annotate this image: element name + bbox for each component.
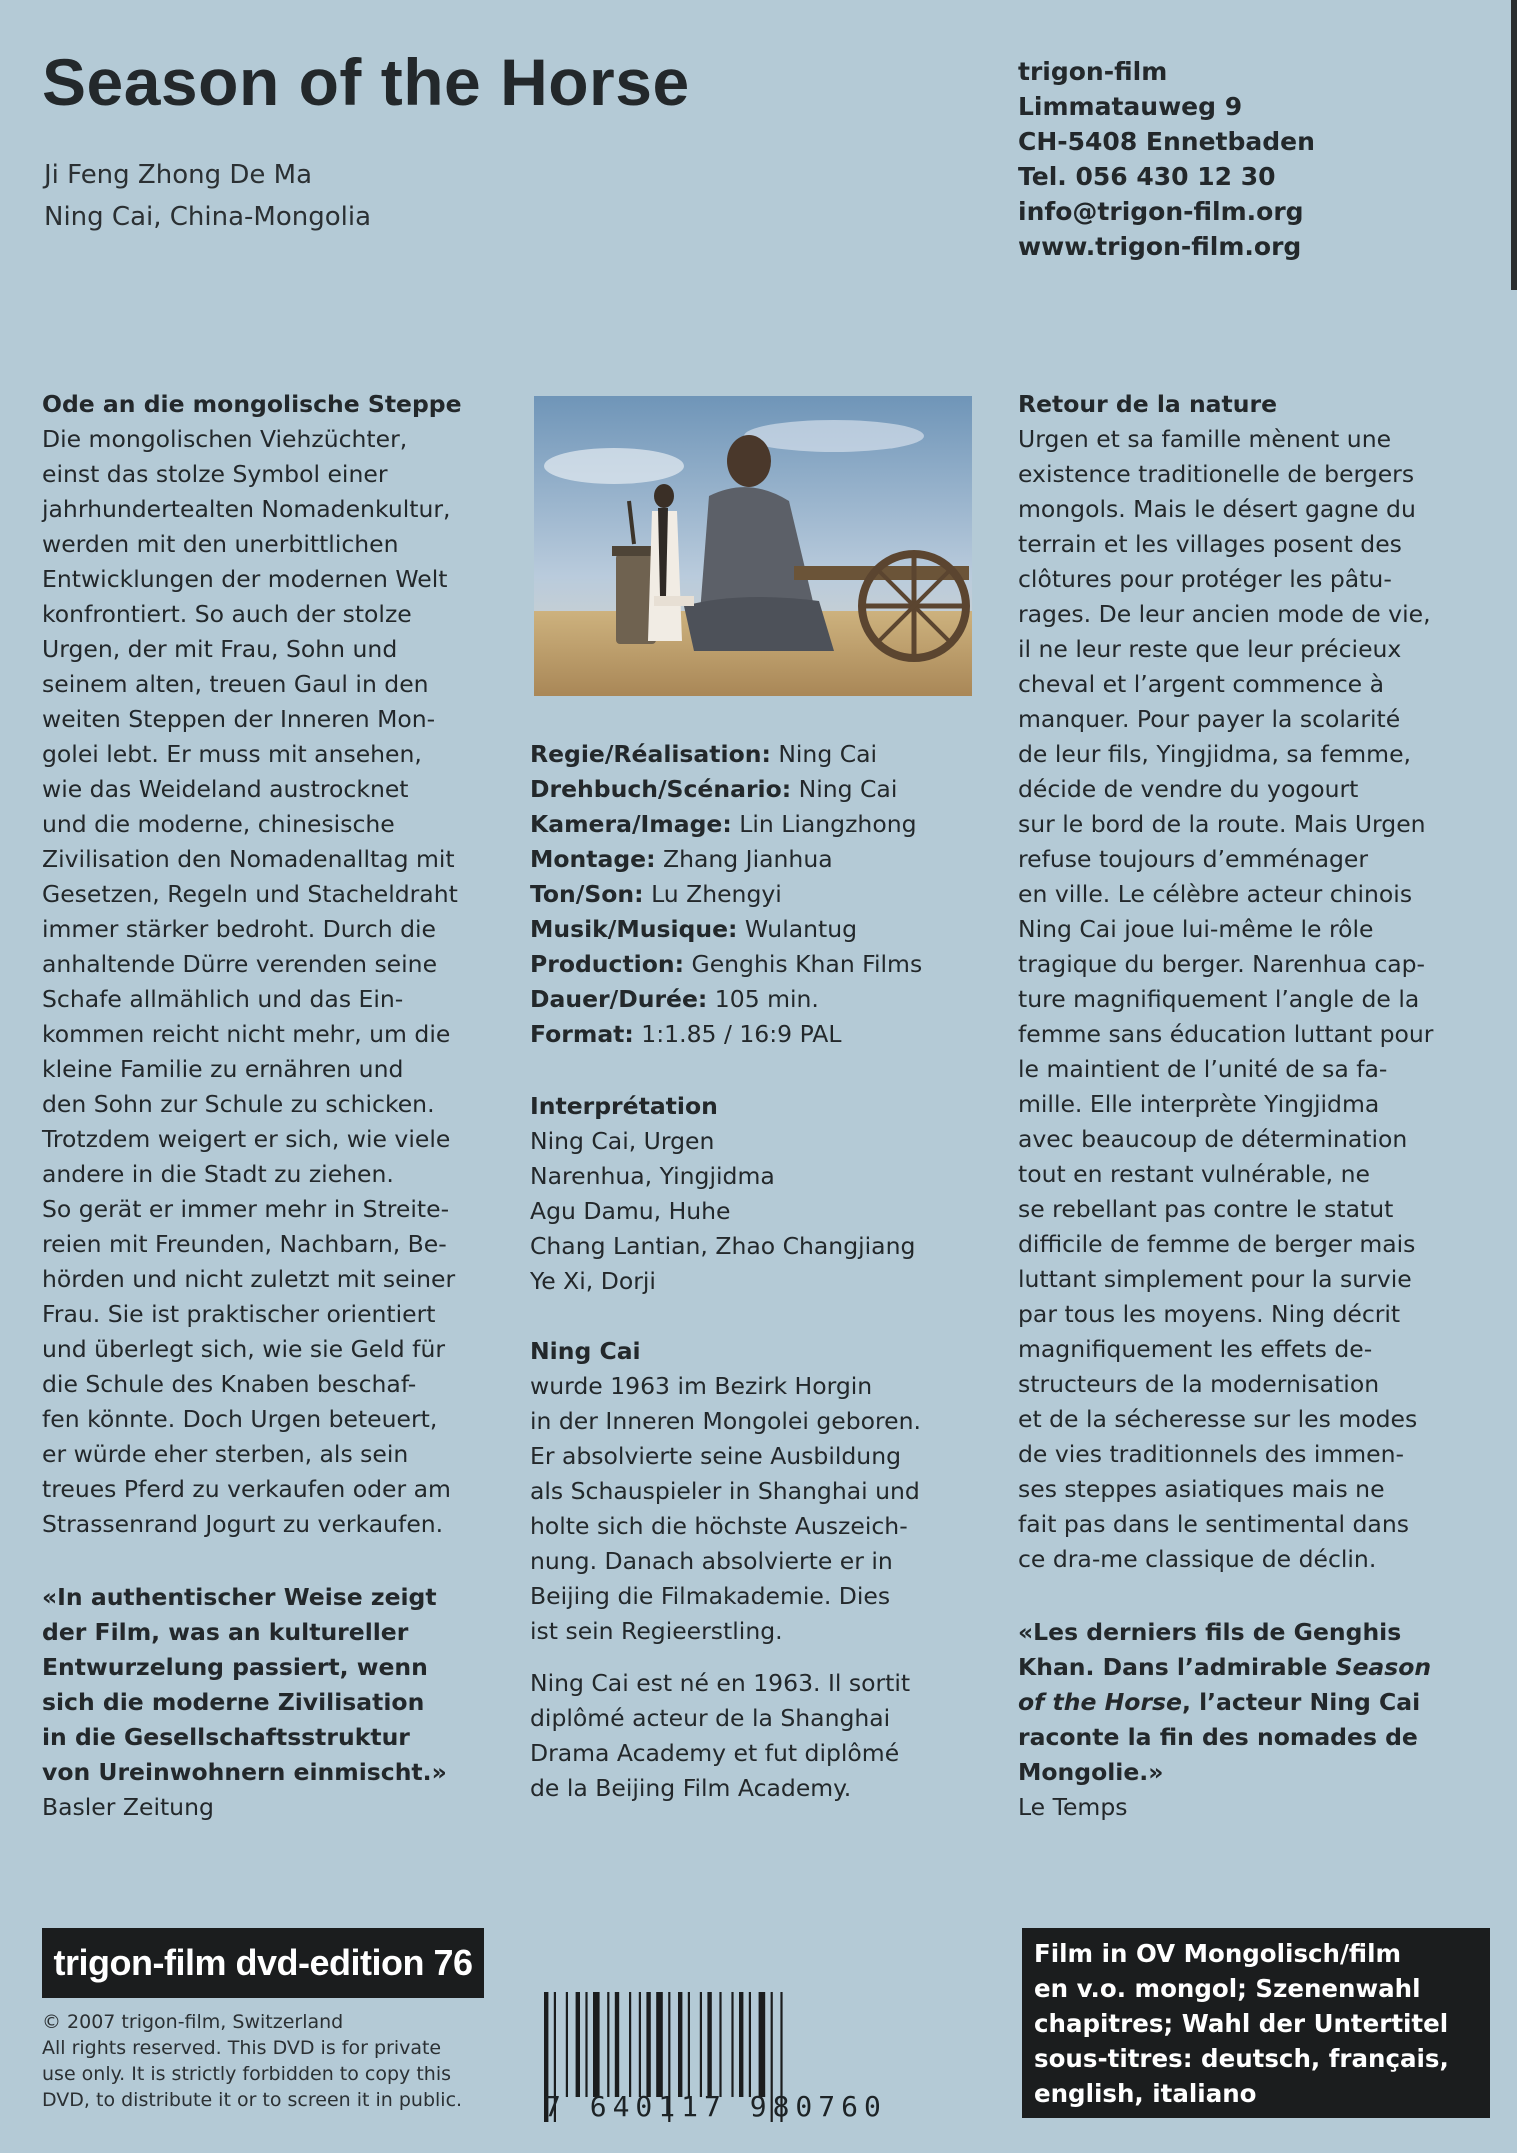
credit-label: Drehbuch/Scénario:: [530, 775, 792, 803]
credit-value: Wulantug: [744, 915, 858, 943]
film-title-italic: Season: [1335, 1653, 1432, 1681]
french-quote-line: [1018, 1650, 1431, 1685]
credit-row: [530, 912, 922, 947]
german-line: weiten Steppen der Inneren Mon-: [42, 705, 436, 733]
bio-german-line: Beijing die Filmakademie. Dies: [530, 1582, 891, 1610]
credit-row: [530, 772, 922, 807]
credit-value: 105 min.: [714, 985, 819, 1013]
german-line: und die moderne, chinesische: [42, 810, 395, 838]
cast-heading: Interprétation: [530, 1092, 718, 1120]
barcode-bar: [739, 1992, 743, 2097]
german-quote-line: «In authentischer Weise zeigt: [42, 1583, 437, 1611]
credit-label: Montage:: [530, 845, 656, 873]
german-synopsis: [42, 387, 462, 1542]
german-line: er würde eher sterben, als sein: [42, 1440, 409, 1468]
german-line: konfrontiert. So auch der stolze: [42, 600, 412, 628]
french-line: de leur fils, Yingjidma, sa femme,: [1018, 740, 1411, 768]
copyright-line: DVD, to distribute it or to screen it in public.: [42, 2089, 463, 2111]
barcode-bar: [759, 1992, 766, 2097]
german-quote-line: Entwurzelung passiert, wenn: [42, 1653, 428, 1681]
credit-label: Ton/Son:: [530, 880, 644, 908]
cast-list: [530, 1089, 915, 1299]
german-line: fen könnte. Doch Urgen beteuert,: [42, 1405, 438, 1433]
german-line: kommen reicht nicht mehr, um die: [42, 1020, 451, 1048]
french-line: Urgen et sa famille mènent une: [1018, 425, 1392, 453]
german-line: Die mongolischen Viehzüchter,: [42, 425, 408, 453]
cast-line: Ning Cai, Urgen: [530, 1127, 715, 1155]
french-line: et de la sécheresse sur les modes: [1018, 1405, 1418, 1433]
german-line: und überlegt sich, wie sie Geld für: [42, 1335, 446, 1363]
german-line: den Sohn zur Schule zu schicken.: [42, 1090, 435, 1118]
barcode-bar: [688, 1992, 690, 2097]
credit-value: 1:1.85 / 16:9 PAL: [641, 1020, 842, 1048]
info-line: sous-titres: deutsch, français,: [1034, 2044, 1449, 2073]
german-heading: Ode an die mongolische Steppe: [42, 390, 462, 418]
barcode-bar: [566, 1992, 568, 2097]
cast-line: Narenhua, Yingjidma: [530, 1162, 775, 1190]
bio-german-line: nung. Danach absolvierte er in: [530, 1547, 893, 1575]
german-line: Frau. Sie ist praktischer orientiert: [42, 1300, 436, 1328]
language-info-box: [1022, 1928, 1490, 2118]
french-line: tragique du berger. Narenhua cap-: [1018, 950, 1426, 978]
french-line: en ville. Le célèbre acteur chinois: [1018, 880, 1413, 908]
credit-value: Ning Cai: [778, 740, 878, 768]
french-line: il ne leur reste que leur précieux: [1018, 635, 1402, 663]
credit-label: Musik/Musique:: [530, 915, 738, 943]
credit-value: Zhang Jianhua: [663, 845, 833, 873]
bio-heading: Ning Cai: [530, 1337, 641, 1365]
director-country: Ning Cai, China-Mongolia: [44, 202, 372, 232]
bio-german-line: als Schauspieler in Shanghai und: [530, 1477, 920, 1505]
french-quote-line: raconte la fin des nomades de: [1018, 1723, 1418, 1751]
barcode-bar: [629, 1992, 631, 2097]
bio-french-line: de la Beijing Film Academy.: [530, 1774, 852, 1802]
cast-line: Chang Lantian, Zhao Changjiang: [530, 1232, 916, 1260]
french-line: tout en restant vulnérable, ne: [1018, 1160, 1370, 1188]
film-title: Season of the Horse: [42, 45, 690, 119]
french-line: mongols. Mais le désert gagne du: [1018, 495, 1416, 523]
bio-german-line: holte sich die höchste Auszeich-: [530, 1512, 908, 1540]
french-line: ture magnifiquement l’angle de la: [1018, 985, 1420, 1013]
german-line: golei lebt. Er muss mit ansehen,: [42, 740, 422, 768]
copyright-line: © 2007 trigon-film, Switzerland: [42, 2011, 344, 2033]
bio-german-line: wurde 1963 im Bezirk Horgin: [530, 1372, 873, 1400]
french-line: décide de vendre du yogourt: [1018, 775, 1359, 803]
french-line: fait pas dans le sentimental dans: [1018, 1510, 1409, 1538]
credit-value: Genghis Khan Films: [691, 950, 923, 978]
german-line: kleine Familie zu ernähren und: [42, 1055, 404, 1083]
french-line: avec beaucoup de détermination: [1018, 1125, 1408, 1153]
barcode-bar: [639, 1992, 641, 2097]
credit-row: [530, 982, 922, 1017]
french-quote-text: Khan. Dans l’admirable: [1018, 1653, 1336, 1681]
info-line: Film in OV Mongolisch/film: [1034, 1939, 1402, 1968]
distributor-city: CH-5408 Ennetbaden: [1018, 127, 1315, 156]
distributor-address: [1018, 54, 1315, 264]
german-quote-line: in die Gesellschaftsstruktur: [42, 1723, 410, 1751]
german-line: seinem alten, treuen Gaul in den: [42, 670, 429, 698]
credit-value: Lin Liangzhong: [739, 810, 917, 838]
french-line: structeurs de la modernisation: [1018, 1370, 1380, 1398]
credit-value: Ning Cai: [798, 775, 898, 803]
french-review: [1018, 1615, 1431, 1825]
copyright-notice: [42, 2009, 462, 2113]
credit-label: Dauer/Durée:: [530, 985, 708, 1013]
barcode-bar: [719, 1992, 721, 2097]
barcode-bar: [615, 1992, 619, 2097]
german-line: andere in die Stadt zu ziehen.: [42, 1160, 394, 1188]
barcode-bar: [731, 1992, 733, 2097]
cast-line: Ye Xi, Dorji: [530, 1267, 656, 1295]
distributor-phone[interactable]: Tel. 056 430 12 30: [1018, 162, 1276, 191]
german-line: treues Pferd zu verkaufen oder am: [42, 1475, 451, 1503]
german-line: jahrhundertealten Nomadenkultur,: [42, 495, 451, 523]
french-line: Ning Cai joue lui-même le rôle: [1018, 915, 1374, 943]
german-quote-line: sich die moderne Zivilisation: [42, 1688, 425, 1716]
german-line: die Schule des Knaben beschaf-: [42, 1370, 417, 1398]
credits-list: [530, 737, 922, 1052]
director-bio: [530, 1334, 921, 1806]
credit-value: Lu Zhengyi: [651, 880, 782, 908]
french-line: ses steppes asiatiques mais ne: [1018, 1475, 1385, 1503]
distributor-website[interactable]: www.trigon-film.org: [1018, 232, 1302, 261]
film-title-italic: of the Horse: [1018, 1688, 1182, 1716]
german-line: wie das Weideland austrocknet: [42, 775, 409, 803]
french-synopsis: [1018, 387, 1433, 1577]
bio-german-line: in der Inneren Mongolei geboren.: [530, 1407, 922, 1435]
french-line: le maintient de l’unité de sa fa-: [1018, 1055, 1388, 1083]
credit-label: Production:: [530, 950, 685, 978]
edition-label: trigon-film dvd-edition 76: [42, 1928, 484, 1998]
german-line: Zivilisation den Nomadenalltag mit: [42, 845, 455, 873]
french-line: femme sans éducation luttant pour: [1018, 1020, 1434, 1048]
french-line: mille. Elle interprète Yingjidma: [1018, 1090, 1380, 1118]
credit-label: Format:: [530, 1020, 634, 1048]
french-line: difficile de femme de berger mais: [1018, 1230, 1416, 1258]
french-line: de vies traditionnels des immen-: [1018, 1440, 1405, 1468]
bio-french-line: diplômé acteur de la Shanghai: [530, 1704, 891, 1732]
cover-edge: [1511, 0, 1517, 290]
barcode-bar: [646, 1992, 650, 2097]
barcode-bar: [593, 1992, 600, 2097]
french-quote-line: Mongolie.»: [1018, 1758, 1164, 1786]
german-line: reien mit Freunden, Nachbarn, Be-: [42, 1230, 447, 1258]
french-line: par tous les moyens. Ning décrit: [1018, 1300, 1401, 1328]
credit-label: Kamera/Image:: [530, 810, 732, 838]
german-line: Entwicklungen der modernen Welt: [42, 565, 448, 593]
german-line: Urgen, der mit Frau, Sohn und: [42, 635, 398, 663]
french-line: se rebellant pas contre le statut: [1018, 1195, 1394, 1223]
french-quote-line: [1018, 1685, 1431, 1720]
bio-german-line: ist sein Regieerstling.: [530, 1617, 783, 1645]
german-line: werden mit den unerbittlichen: [42, 530, 399, 558]
german-line: anhaltende Dürre verenden seine: [42, 950, 438, 978]
barcode-bar: [576, 1992, 580, 2097]
german-line: immer stärker bedroht. Durch die: [42, 915, 436, 943]
distributor-street: Limmatauweg 9: [1018, 92, 1243, 121]
barcode-bar: [585, 1992, 587, 2097]
french-line: existence traditionelle de bergers: [1018, 460, 1415, 488]
barcode-bar: [700, 1992, 702, 2097]
german-line: Trotzdem weigert er sich, wie viele: [42, 1125, 451, 1153]
german-quote-line: von Ureinwohnern einmischt.»: [42, 1758, 447, 1786]
french-line: cheval et l’argent commence à: [1018, 670, 1385, 698]
french-line: refuse toujours d’emménager: [1018, 845, 1369, 873]
bio-german-line: Er absolvierte seine Ausbildung: [530, 1442, 902, 1470]
distributor-name: trigon-film: [1018, 57, 1168, 86]
credit-row: [530, 807, 922, 842]
french-quote-source: Le Temps: [1018, 1793, 1128, 1821]
german-line: hörden und nicht zuletzt mit seiner: [42, 1265, 456, 1293]
film-still-photo: [534, 396, 972, 696]
cast-line: Agu Damu, Huhe: [530, 1197, 731, 1225]
french-heading: Retour de la nature: [1018, 390, 1278, 418]
original-title: Ji Feng Zhong De Ma: [44, 160, 313, 190]
german-line: Gesetzen, Regeln und Stacheldraht: [42, 880, 458, 908]
info-line: chapitres; Wahl der Untertitel: [1034, 2009, 1449, 2038]
german-line: Schafe allmählich und das Ein-: [42, 985, 404, 1013]
copyright-line: All rights reserved. This DVD is for private: [42, 2037, 442, 2059]
french-line: manquer. Pour payer la scolarité: [1018, 705, 1401, 733]
french-quote-text: , l’acteur Ning Cai: [1181, 1688, 1421, 1716]
barcode-bar: [749, 1992, 751, 2097]
info-line: en v.o. mongol; Szenenwahl: [1034, 1974, 1421, 2003]
french-line: magnifiquement les effets de-: [1018, 1335, 1373, 1363]
french-quote-line: «Les derniers fils de Genghis: [1018, 1618, 1402, 1646]
barcode-number: 7 640117 980760: [544, 2090, 887, 2123]
info-line: english, italiano: [1034, 2079, 1257, 2108]
distributor-email[interactable]: info@trigon-film.org: [1018, 197, 1304, 226]
credit-label: Regie/Réalisation:: [530, 740, 771, 768]
french-line: sur le bord de la route. Mais Urgen: [1018, 810, 1426, 838]
french-line: rages. De leur ancien mode de vie,: [1018, 600, 1431, 628]
french-line: ce dra-me classique de déclin.: [1018, 1545, 1377, 1573]
copyright-line: use only. It is strictly forbidden to copy this: [42, 2063, 451, 2085]
credit-row: [530, 1017, 922, 1052]
french-line: clôtures pour protéger les pâtu-: [1018, 565, 1392, 593]
barcode-bar: [707, 1992, 711, 2097]
german-quote-source: Basler Zeitung: [42, 1793, 214, 1821]
bio-french-line: Drama Academy et fut diplômé: [530, 1739, 900, 1767]
german-review: [42, 1580, 447, 1825]
credit-row: [530, 842, 922, 877]
barcode-bar: [607, 1992, 609, 2097]
bio-french-line: Ning Cai est né en 1963. Il sortit: [530, 1669, 911, 1697]
german-line: So gerät er immer mehr in Streite-: [42, 1195, 450, 1223]
german-line: einst das stolze Symbol einer: [42, 460, 388, 488]
credit-row: [530, 947, 922, 982]
credit-row: [530, 877, 922, 912]
french-line: luttant simplement pour la survie: [1018, 1265, 1412, 1293]
german-quote-line: der Film, was an kultureller: [42, 1618, 409, 1646]
german-line: Strassenrand Jogurt zu verkaufen.: [42, 1510, 444, 1538]
barcode-bar: [678, 1992, 682, 2097]
french-line: terrain et les villages posent des: [1018, 530, 1402, 558]
barcode-bar: [656, 1992, 663, 2097]
credit-row: [530, 737, 922, 772]
